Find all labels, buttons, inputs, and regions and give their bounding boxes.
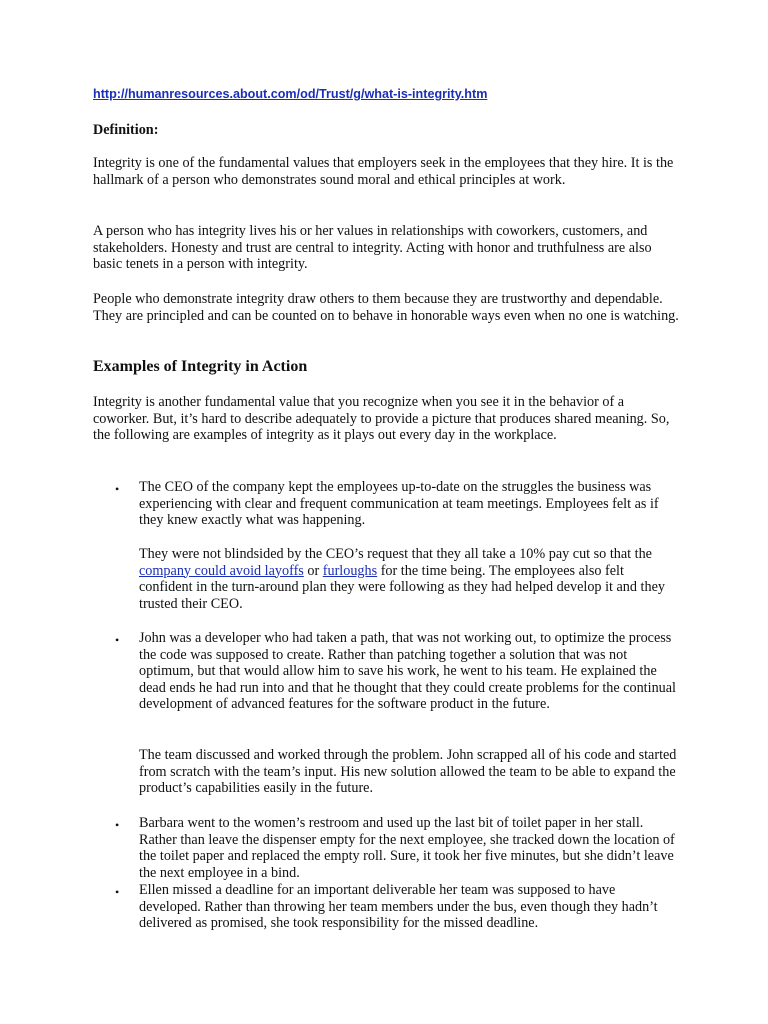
examples-intro: Integrity is another fundamental value that you recognize when you see it in the behavior of a coworker. But, it’s hard to describe adequately to provide a picture that produces shared meaning. So, the following are examples of integrity as it plays out every day in the workplace. [93,394,670,444]
example-1-text-before: They were not blindsided by the CEO’s request that they all take a 10% pay cut so that the [139,546,652,562]
definition-heading: Definition: [93,122,159,138]
example-1-paragraph-2 [139,546,679,612]
source-url-link[interactable]: http://humanresources.about.com/od/Trust/g/what-is-integrity.htm [93,87,488,101]
bullet-marker: • [115,818,120,832]
section-heading: Examples of Integrity in Action [93,358,308,375]
company-avoid-layoffs-link[interactable]: company could avoid layoffs [139,562,304,579]
bullet-marker: • [115,885,120,899]
example-2-paragraph-1: John was a developer who had taken a path, that was not working out, to optimize the process the code was supposed to create. Rather than patching together a solution that was not optimum, but that would allow him to save his work, he went to his team. He explained the dead ends he had run into and that he thought that they could create problems for the continual development of advanced features for the software product in the future. [139,630,676,713]
example-1-paragraph-1: The CEO of the company kept the employees up-to-date on the struggles the business was experiencing with clear and frequent communication at team meetings. Employees felt as if they knew exactly what was happening. [139,479,659,529]
example-2-paragraph-2: The team discussed and worked through the problem. John scrapped all of his code and started from scratch with the team’s input. His new solution allowed the team to be able to expand the product’s capabilities easily in the future. [139,747,677,797]
definition-paragraph-1: Integrity is one of the fundamental values that employers seek in the employees that they hire. It is the hallmark of a person who demonstrates sound moral and ethical principles at work. [93,155,674,188]
bullet-marker: • [115,633,120,647]
furloughs-link[interactable]: furloughs [322,562,378,579]
example-1-text-mid: or [303,562,323,579]
definition-paragraph-2: A person who has integrity lives his or her values in relationships with coworkers, customers, and stakeholders. Honesty and trust are central to integrity. Acting with honor and truthfulness are also basic tenets in a person with integrity. [93,223,652,273]
example-4-paragraph: Ellen missed a deadline for an important deliverable her team was supposed to have developed. Rather than throwing her team members under the bus, even though they hadn’t delivered as promised, she took responsibility for the missed deadline. [139,882,658,932]
example-1-text-after: for the time being. The employees also felt confident in the turn-around plan they were following as they had helped develop it and they trusted their CEO. [139,562,665,612]
definition-paragraph-3: People who demonstrate integrity draw others to them because they are trustworthy and dependable. They are principled and can be counted on to behave in honorable ways even when no one is watching. [93,291,679,324]
example-3-paragraph: Barbara went to the women’s restroom and used up the last bit of toilet paper in her stall. Rather than leave the dispenser empty for the next employee, she tracked down the location of the toilet paper and replaced the empty roll. Sure, it took her five minutes, but she didn’t leave the next employee in a bind. [139,815,675,881]
bullet-marker: • [115,482,120,496]
